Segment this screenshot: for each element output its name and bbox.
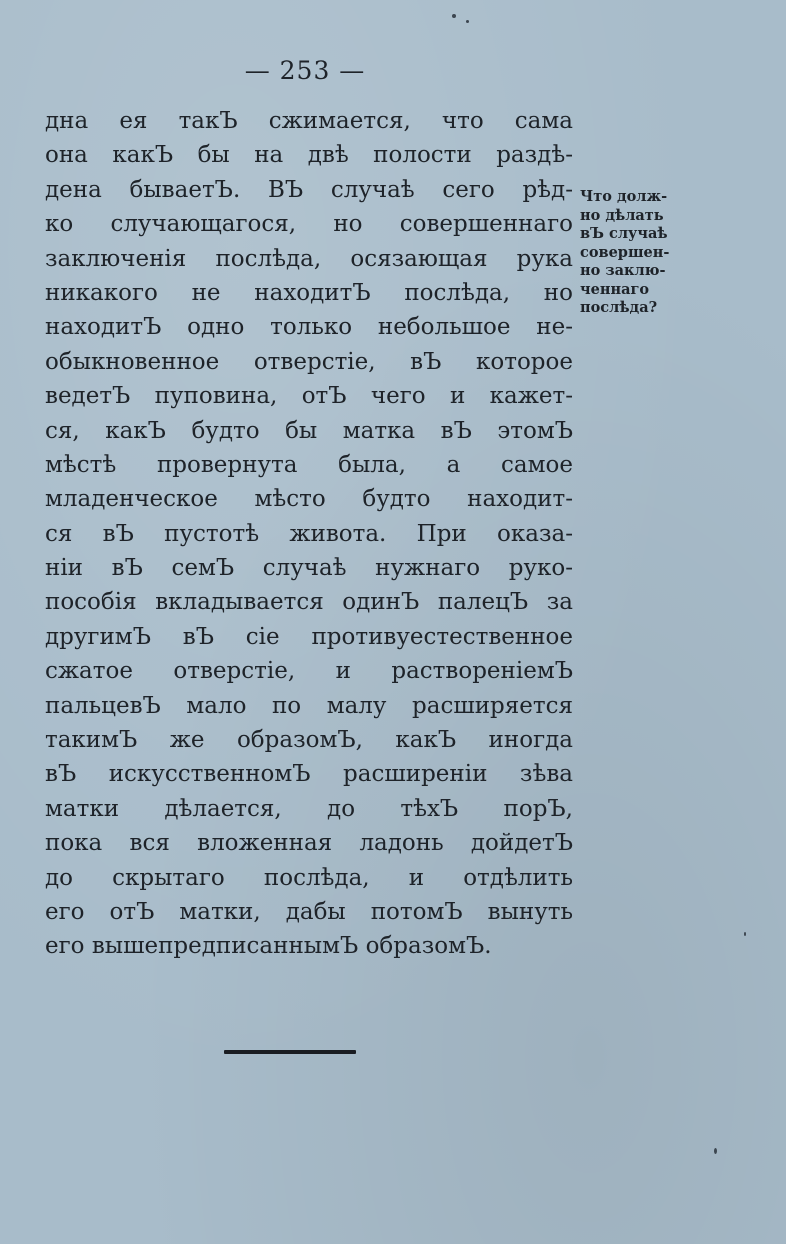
text-line: вЪ искусственномЪ расширеніи зѣва bbox=[45, 761, 573, 788]
margin-note-line: но дѣлать bbox=[580, 206, 664, 224]
text-line: мѣстѣ провернута была, а самое bbox=[45, 451, 573, 478]
end-rule bbox=[224, 1050, 356, 1054]
margin-note-line: послѣда? bbox=[580, 299, 658, 316]
text-line: его отЪ матки, дабы потомЪ вынуть bbox=[45, 898, 573, 925]
text-line: младенческое мѣсто будто находит- bbox=[45, 486, 573, 513]
text-line: такимЪ же образомЪ, какЪ иногда bbox=[45, 727, 573, 754]
text-line: до скрытаго послѣда, и отдѣлить bbox=[45, 864, 573, 891]
text-line: ко случающагося, но совершеннаго bbox=[45, 211, 573, 238]
text-line: его вышепредписаннымЪ образомЪ. bbox=[45, 933, 492, 960]
text-line: заключенія послѣда, осязающая рука bbox=[45, 245, 573, 272]
text-line: матки дѣлается, до тѣхЪ порЪ, bbox=[45, 795, 573, 822]
text-line: пальцевЪ мало по малу расширяется bbox=[45, 692, 573, 719]
margin-note bbox=[580, 188, 712, 318]
text-line: никакого не находитЪ послѣда, но bbox=[45, 279, 573, 306]
margin-note-line: Что долж- bbox=[580, 188, 668, 205]
paper-speck bbox=[744, 932, 746, 936]
text-line: ніи вЪ семЪ случаѣ нужнаго руко- bbox=[45, 555, 573, 582]
text-line: находитЪ одно только небольшое не- bbox=[45, 314, 573, 341]
text-line: сжатое отверстіе, и раствореніемЪ bbox=[45, 658, 573, 685]
paper-speck bbox=[466, 20, 469, 23]
text-line: она какЪ бы на двѣ полости раздѣ- bbox=[45, 142, 573, 169]
text-line: пособія вкладывается одинЪ палецЪ за bbox=[45, 589, 573, 616]
margin-note-line: вЪ случаѣ bbox=[580, 225, 668, 242]
text-line: пока вся вложенная ладонь дойдетЪ bbox=[45, 830, 573, 857]
text-line: другимЪ вЪ сіе противуестественное bbox=[45, 623, 573, 650]
text-line: ся, какЪ будто бы матка вЪ этомЪ bbox=[45, 417, 573, 444]
margin-note-line: совершен- bbox=[580, 243, 670, 261]
text-line: ведетЪ пуповина, отЪ чего и кажет- bbox=[45, 383, 573, 410]
text-line: дена бываетЪ. ВЪ случаѣ сего рѣд- bbox=[45, 176, 573, 203]
body-text bbox=[45, 104, 573, 964]
margin-note-line: ченнаго bbox=[580, 280, 650, 298]
paper-speck bbox=[452, 14, 456, 18]
paper-speck bbox=[714, 1148, 717, 1154]
text-line: обыкновенное отверстіе, вЪ которое bbox=[45, 348, 573, 375]
text-line: ся вЪ пустотѣ живота. При оказа- bbox=[45, 520, 573, 547]
page-number: — 253 — bbox=[244, 56, 366, 85]
text-line: дна ея такЪ сжимается, что сама bbox=[45, 108, 573, 134]
margin-note-line: но заклю- bbox=[580, 262, 666, 279]
